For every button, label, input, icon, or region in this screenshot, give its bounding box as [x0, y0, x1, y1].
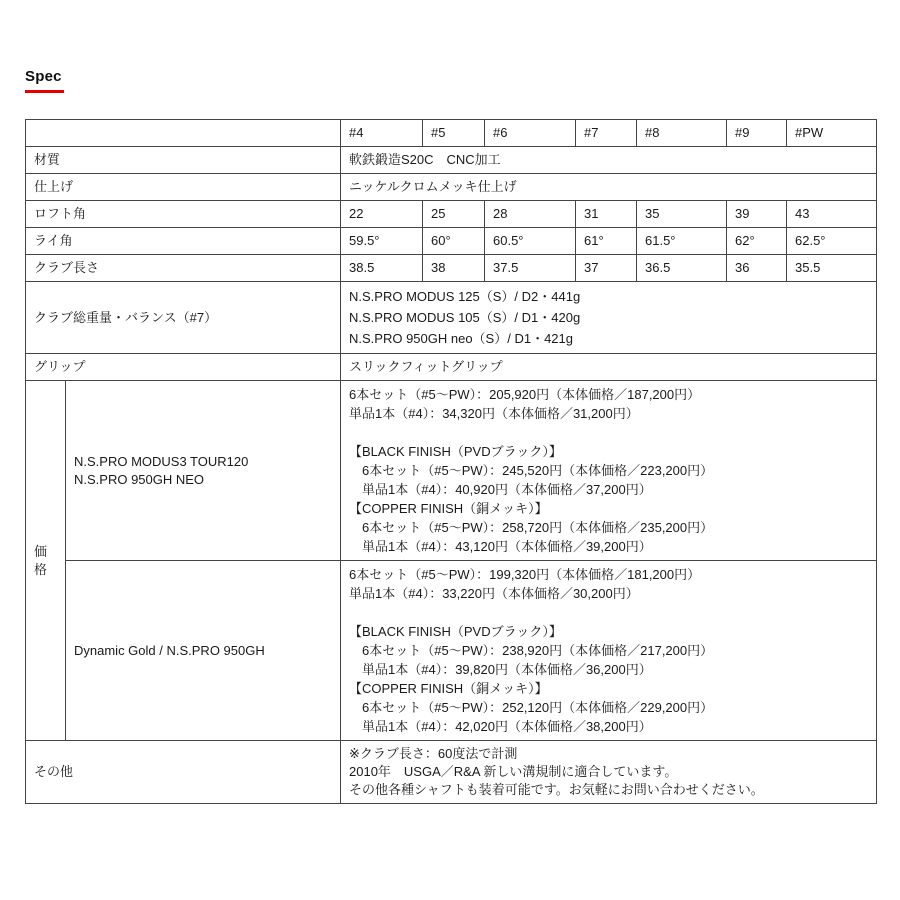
price-line: 6本セット（#5～PW）：245,520円（本体価格／223,200円）	[349, 463, 714, 478]
lie-value: 62°	[727, 228, 787, 255]
grip-row-label: グリップ	[26, 354, 341, 381]
lie-value: 61°	[576, 228, 637, 255]
club-length-value: 37	[576, 255, 637, 282]
total-weight-row	[26, 282, 877, 354]
club-length-row-label: クラブ長さ	[26, 255, 341, 282]
price-line: 単品1本（#4）：40,920円（本体価格／37,200円）	[349, 482, 652, 497]
other-value	[341, 741, 877, 804]
price-line: 6本セット（#5～PW）：252,120円（本体価格／229,200円）	[349, 700, 714, 715]
spec-table	[25, 119, 877, 804]
column-header-5: #5	[423, 120, 485, 147]
lie-value: 60.5°	[485, 228, 576, 255]
price-line: 【BLACK FINISH（PVDブラック）】	[349, 444, 562, 459]
price-line: 単品1本（#4）：33,220円（本体価格／30,200円）	[349, 586, 639, 601]
price-line: 6本セット（#5～PW）：238,920円（本体価格／217,200円）	[349, 643, 714, 658]
lie-value: 62.5°	[787, 228, 877, 255]
shaft-name-dynamic-gold	[66, 561, 341, 741]
price-line: 6本セット（#5～PW）：199,320円（本体価格／181,200円）	[349, 567, 701, 582]
price-line: 6本セット（#5～PW）：205,920円（本体価格／187,200円）	[349, 387, 701, 402]
other-row-label: その他	[26, 741, 341, 804]
column-header-4: #4	[341, 120, 423, 147]
loft-row-label: ロフト角	[26, 201, 341, 228]
club-length-value: 35.5	[787, 255, 877, 282]
other-line: ※クラブ長さ：60度法で計測	[349, 746, 518, 761]
loft-value: 35	[637, 201, 727, 228]
price-row-1	[26, 381, 877, 561]
finish-row	[26, 174, 877, 201]
lie-row-label: ライ角	[26, 228, 341, 255]
loft-value: 43	[787, 201, 877, 228]
material-value: 軟鉄鍛造S20C CNC加工	[341, 147, 877, 174]
shaft-name-modus3	[66, 381, 341, 561]
club-length-value: 38.5	[341, 255, 423, 282]
club-length-value: 36	[727, 255, 787, 282]
loft-row	[26, 201, 877, 228]
column-header-7: #7	[576, 120, 637, 147]
shaft-name-line: N.S.PRO 950GH NEO	[74, 471, 205, 487]
total-weight-value	[341, 282, 877, 354]
other-line: 2010年 USGA／R&A 新しい溝規制に適合しています。	[349, 764, 678, 779]
loft-value: 22	[341, 201, 423, 228]
loft-value: 31	[576, 201, 637, 228]
price-line	[349, 603, 868, 622]
shaft-name-line: Dynamic Gold / N.S.PRO 950GH	[74, 642, 265, 658]
grip-row	[26, 354, 877, 381]
lie-value: 60°	[423, 228, 485, 255]
material-row-label: 材質	[26, 147, 341, 174]
price-line: 【BLACK FINISH（PVDブラック）】	[349, 624, 562, 639]
lie-row	[26, 228, 877, 255]
loft-value: 28	[485, 201, 576, 228]
club-length-row	[26, 255, 877, 282]
club-length-value: 38	[423, 255, 485, 282]
page-title: Spec	[25, 68, 64, 93]
finish-row-label: 仕上げ	[26, 174, 341, 201]
price-row-2	[26, 561, 877, 741]
price-line: 単品1本（#4）：42,020円（本体価格／38,200円）	[349, 719, 652, 734]
other-line: その他各種シャフトも装着可能です。お気軽にお問い合わせください。	[349, 782, 764, 797]
lie-value: 59.5°	[341, 228, 423, 255]
column-header-9: #9	[727, 120, 787, 147]
price-line: 【COPPER FINISH（銅メッキ）】	[349, 501, 548, 516]
material-row	[26, 147, 877, 174]
club-length-value: 37.5	[485, 255, 576, 282]
corner-cell	[26, 120, 341, 147]
loft-value: 39	[727, 201, 787, 228]
price-line: 単品1本（#4）：34,320円（本体価格／31,200円）	[349, 406, 639, 421]
price-row-label: 価格	[26, 381, 66, 741]
grip-value: スリックフィットグリップ	[341, 354, 877, 381]
total-weight-line: N.S.PRO 950GH neo（S）/ D1・421g	[349, 331, 573, 346]
price-line: 6本セット（#5～PW）：258,720円（本体価格／235,200円）	[349, 520, 714, 535]
total-weight-line: N.S.PRO MODUS 125（S）/ D2・441g	[349, 289, 581, 304]
price-line: 単品1本（#4）：43,120円（本体価格／39,200円）	[349, 539, 652, 554]
other-row	[26, 741, 877, 804]
price-details-modus3	[341, 381, 877, 561]
shaft-name-line: N.S.PRO MODUS3 TOUR120	[74, 453, 249, 469]
total-weight-line: N.S.PRO MODUS 105（S）/ D1・420g	[349, 310, 581, 325]
club-length-value: 36.5	[637, 255, 727, 282]
column-header-8: #8	[637, 120, 727, 147]
header-row	[26, 120, 877, 147]
total-weight-row-label: クラブ総重量・バランス（#7）	[26, 282, 341, 354]
column-header-pw: #PW	[787, 120, 877, 147]
lie-value: 61.5°	[637, 228, 727, 255]
finish-value: ニッケルクロムメッキ仕上げ	[341, 174, 877, 201]
price-line: 【COPPER FINISH（銅メッキ）】	[349, 681, 548, 696]
column-header-6: #6	[485, 120, 576, 147]
price-line: 単品1本（#4）：39,820円（本体価格／36,200円）	[349, 662, 652, 677]
price-details-dynamic-gold	[341, 561, 877, 741]
loft-value: 25	[423, 201, 485, 228]
price-line	[349, 423, 868, 442]
